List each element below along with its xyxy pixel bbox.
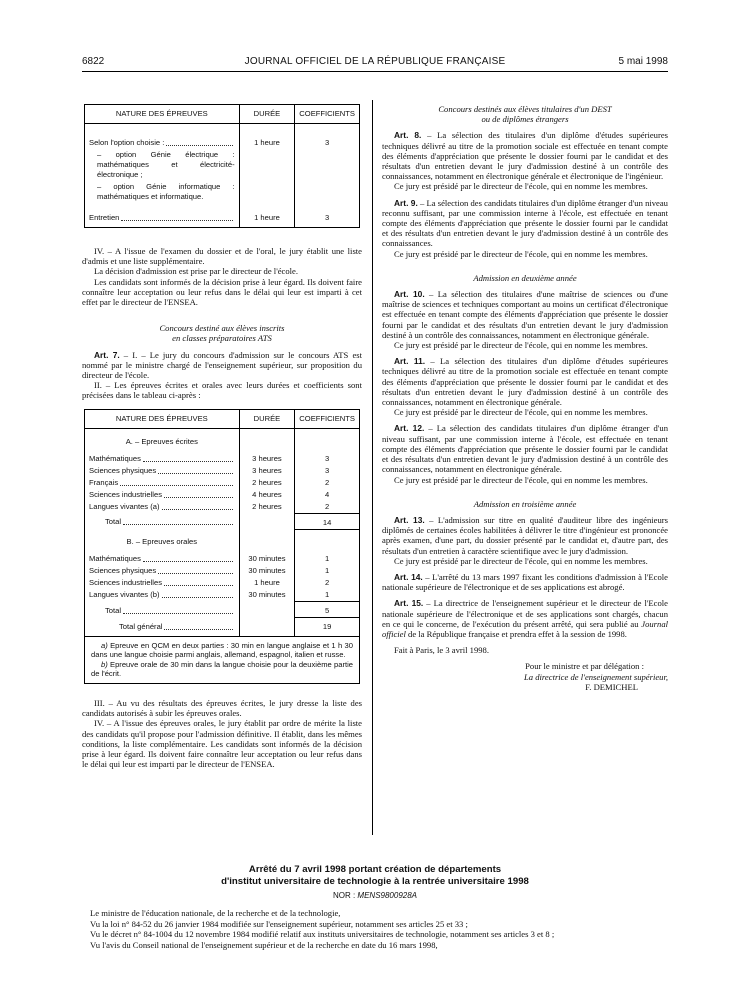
written-label: Français bbox=[89, 477, 119, 487]
table1-option-label: Selon l'option choisie : bbox=[89, 138, 165, 147]
article-13 bbox=[382, 515, 668, 556]
oral-label: Mathématiques bbox=[89, 554, 141, 564]
visa-decret: Vu le décret n° 84-1004 du 12 novembre 1984 modifié relatif aux instituts universitaires de technologie, notamment ses articles 3 et 8 ; bbox=[90, 929, 555, 940]
written-label: Sciences industrielles bbox=[89, 489, 163, 499]
table-row bbox=[85, 465, 360, 477]
article-12-text: – La sélection des candidats titulaires d'un diplôme étranger d'un niveau suffisant, par une commission interne à l'école, est effectuée en tenant compte des éléments d'appréciation que présente le dossier fourni par le candidat et des résultats d'un entretien devant le jury d'admission destiné à un contrôle des connaissances, notamment en électronique générale. bbox=[382, 423, 668, 475]
table2-header-duree: DURÉE bbox=[239, 409, 295, 428]
table-row bbox=[85, 489, 360, 501]
exam-table-2 bbox=[84, 409, 360, 637]
written-duration: 3 heures bbox=[239, 453, 295, 465]
table2-section-b: B. – Epreuves orales bbox=[85, 529, 240, 553]
table2-total-b-value: 5 bbox=[295, 602, 360, 618]
oral-label: Langues vivantes (b) bbox=[89, 590, 160, 600]
left-para-iii: III. – Au vu des résultats des épreuves écrites, le jury dresse la liste des candidats autorisés à subir les épreuves orales. bbox=[82, 698, 362, 719]
oral-duration: 30 minutes bbox=[239, 565, 295, 577]
ats-heading-2: en classes préparatoires ATS bbox=[172, 333, 272, 344]
oral-duration: 30 minutes bbox=[239, 553, 295, 565]
note-a-text: Epreuve en QCM en deux parties : 30 min en langue anglaise et 1 h 30 dans une langue choisie parmi anglais, allemand, espagnol, italien et russe. bbox=[91, 640, 353, 660]
article-13-label: Art. 13. bbox=[394, 514, 425, 525]
page-header bbox=[82, 56, 668, 70]
table1-entretien-duration: 1 heure bbox=[239, 203, 295, 228]
dest-heading-1: Concours destinés aux élèves titulaires d'un DEST bbox=[438, 104, 612, 114]
article-15-label: Art. 15. bbox=[394, 598, 424, 609]
table1-header-nature: NATURE DES ÉPREUVES bbox=[85, 105, 240, 124]
visa-loi: Vu la loi n° 84-52 du 26 janvier 1984 modifiée sur l'enseignement supérieur, notamment ses articles 25 et 33 ; bbox=[90, 918, 468, 929]
admission-2-heading: Admission en deuxième année bbox=[473, 272, 577, 283]
table2-section-a: A. – Epreuves écrites bbox=[85, 428, 240, 453]
written-label: Langues vivantes (a) bbox=[89, 501, 160, 511]
table1-header-duree: DURÉE bbox=[239, 105, 295, 124]
visa-ministre: Le ministre de l'éducation nationale, de la recherche et de la technologie, bbox=[90, 908, 341, 918]
arrete-title-line-2: d'institut universitaire de technologie à la rentrée universitaire 1998 bbox=[221, 875, 529, 887]
signature-line-2: La directrice de l'enseignement supérieur, bbox=[524, 671, 668, 682]
table2-total-b-label: Total bbox=[105, 605, 122, 615]
table1-sub-option-1: – option Génie électrique : mathématiques et électricité-électronique ; bbox=[85, 149, 240, 181]
table2-header-coef: COEFFICIENTS bbox=[295, 409, 360, 428]
article-11-text: – La sélection des titulaires d'un diplôme d'études supérieures techniques délivré au titre de la promotion sociale est effectuée en tenant compte des éléments d'appréciation que présente le dossier fourni par le candidat et des résultats d'un entretien devant le jury d'admission destiné à un contrôle des connaissances, notamment en électronique générale. bbox=[382, 356, 668, 408]
left-para-candidats: Les candidats sont informés de la décision prise à leur égard. Ils doivent faire connaître leur acceptation ou leur refus dans le délai qui leur est imparti à cet effet par le directeur de l'ENSEA. bbox=[82, 276, 362, 308]
nor-label: NOR : bbox=[332, 891, 358, 900]
arrete-title-line-1: Arrêté du 7 avril 1998 portant création de départements bbox=[248, 864, 502, 875]
article-15 bbox=[382, 598, 668, 639]
article-10 bbox=[382, 289, 668, 340]
written-label: Mathématiques bbox=[89, 453, 141, 463]
article-9-text: – La sélection des candidats titulaires d'un diplôme étranger d'un niveau reconnu suffisant, par une commission interne à l'école, est effectuée en tenant compte des éléments d'appréciation que présente le dossier fourni par le candidat et des résultats d'un entretien devant le jury d'admission destiné à un contrôle des connaissances. bbox=[382, 197, 668, 249]
written-coef: 2 bbox=[295, 477, 360, 489]
note-a-mark: a) bbox=[101, 640, 108, 650]
article-8 bbox=[382, 130, 668, 181]
article-9-label: Art. 9. bbox=[394, 197, 418, 208]
article-11-para-2: Ce jury est présidé par le directeur de l'école, qui en nomme les membres. bbox=[394, 407, 648, 418]
dest-heading-2: ou de diplômes étrangers bbox=[481, 114, 569, 125]
signature-name: F. DEMICHEL bbox=[585, 681, 638, 692]
article-14 bbox=[382, 572, 668, 592]
article-12-para-2: Ce jury est présidé par le directeur de l'école, qui en nomme les membres. bbox=[394, 474, 648, 485]
table-row bbox=[85, 565, 360, 577]
article-12-label: Art. 12. bbox=[394, 423, 425, 434]
article-7-para-2: II. – Les épreuves écrites et orales avec leurs durées et coefficients sont précisées dans le tableau ci-après : bbox=[82, 380, 362, 401]
table-row bbox=[85, 589, 360, 602]
article-7-label: Art. 7. bbox=[94, 349, 120, 360]
page-number: 6822 bbox=[82, 56, 105, 67]
article-13-para-2: Ce jury est présidé par le directeur de l'école, qui en nomme les membres. bbox=[394, 555, 648, 566]
issue-date: 5 mai 1998 bbox=[618, 56, 668, 67]
written-duration: 2 heures bbox=[239, 477, 295, 489]
article-13-text: – L'admission sur titre en qualité d'auditeur libre des ingénieurs diplômés de certaines écoles habilitées à délivrer le titre d'ingénieur est prononcée après examen, d'une part, du dossier présenté par le candidat et, d'autre part, des résultats d'un entretien à caractère scientifique avec le jury d'admission. bbox=[382, 514, 668, 556]
admission-3-heading: Admission en troisième année bbox=[473, 498, 577, 509]
signature-line-1: Pour le ministre et par délégation : bbox=[525, 661, 644, 672]
table2-grand-total-label: Total général bbox=[119, 621, 163, 631]
oral-coef: 1 bbox=[295, 553, 360, 565]
table-row bbox=[85, 477, 360, 489]
left-para-iv-2: IV. – A l'issue des épreuves orales, le jury établit par ordre de mérite la liste des candidats qu'il propose pour l'admission définitive. Il établit, dans les mêmes conditions, la liste complémentaire. Les candidats sont informés de la décision prise à leur égard. Ils doivent faire connaître leur acceptation ou leur refus dans le délai qui leur est imparti par le directeur de l'ENSEA. bbox=[82, 718, 362, 770]
arrete-visas bbox=[82, 908, 668, 950]
table-row bbox=[85, 453, 360, 465]
article-9 bbox=[382, 198, 668, 249]
journal-title: JOURNAL OFFICIEL DE LA RÉPUBLIQUE FRANÇAISE bbox=[244, 56, 506, 67]
article-7-text: – I. – Le jury du concours d'admission sur le concours ATS est nommé par le ministre chargé de l'enseignement supérieur, sur proposition du directeur de l'école. bbox=[82, 349, 362, 381]
fait-a-paris: Fait à Paris, le 3 avril 1998. bbox=[394, 645, 489, 656]
table-row bbox=[85, 553, 360, 565]
article-14-label: Art. 14. bbox=[394, 571, 423, 582]
written-coef: 2 bbox=[295, 501, 360, 514]
journal-officiel-ref: Journal officiel bbox=[382, 618, 668, 639]
oral-coef: 1 bbox=[295, 589, 360, 602]
visa-avis: Vu l'avis du Conseil national de l'enseignement supérieur et de la recherche en date du 16 mars 1998, bbox=[90, 939, 438, 950]
table1-header-coef: COEFFICIENTS bbox=[295, 105, 360, 124]
written-duration: 4 heures bbox=[239, 489, 295, 501]
written-coef: 3 bbox=[295, 453, 360, 465]
article-8-label: Art. 8. bbox=[394, 130, 422, 141]
table1-entretien-coef: 3 bbox=[295, 203, 360, 228]
table1-option-duration: 1 heure bbox=[239, 124, 295, 150]
table1-option-coef: 3 bbox=[295, 124, 360, 150]
exam-table-1 bbox=[84, 104, 360, 228]
ats-heading-1: Concours destiné aux élèves inscrits bbox=[159, 323, 285, 334]
written-label: Sciences physiques bbox=[89, 465, 157, 475]
arrete-title bbox=[82, 864, 668, 887]
oral-label: Sciences industrielles bbox=[89, 578, 163, 588]
article-11-label: Art. 11. bbox=[394, 356, 426, 367]
table2-notes bbox=[84, 637, 360, 684]
article-14-text: – L'arrêté du 13 mars 1997 fixant les conditions d'admission à l'Ecole nationale supérieure de l'électronique et de ses applications est abrogé. bbox=[382, 571, 668, 593]
note-b-text: Epreuve orale de 30 min dans la langue choisie pour la deuxième partie de l'écrit. bbox=[91, 659, 353, 679]
nor-reference bbox=[82, 891, 668, 900]
left-column bbox=[82, 104, 362, 769]
written-coef: 3 bbox=[295, 465, 360, 477]
header-rule bbox=[82, 71, 668, 72]
article-12 bbox=[382, 423, 668, 474]
article-8-para-2: Ce jury est présidé par le directeur de l'école, qui en nomme les membres. bbox=[394, 181, 648, 192]
nor-value: MENS9800928A bbox=[357, 891, 418, 900]
oral-duration: 1 heure bbox=[239, 577, 295, 589]
article-11 bbox=[382, 356, 668, 407]
article-15-text-1: – La directrice de l'enseignement supérieur et le directeur de l'Ecole nationale supérieure de l'électronique et de ses applications sont chargés, chacun en ce qui le concerne, de l'exécution du présent arrêté, qui sera publié au bbox=[382, 598, 668, 629]
left-para-decision: La décision d'admission est prise par le directeur de l'école. bbox=[94, 266, 299, 277]
article-9-para-2: Ce jury est présidé par le directeur de l'école, qui en nomme les membres. bbox=[394, 248, 648, 259]
oral-duration: 30 minutes bbox=[239, 589, 295, 602]
oral-coef: 2 bbox=[295, 577, 360, 589]
note-b-mark: b) bbox=[101, 659, 108, 669]
written-coef: 4 bbox=[295, 489, 360, 501]
table1-sub-option-2: – option Génie informatique : mathématiques et informatique. bbox=[85, 181, 240, 203]
article-15-text-2: de la République française et prendra effet à la session de 1998. bbox=[405, 628, 627, 639]
table1-entretien-label: Entretien bbox=[89, 213, 120, 222]
article-10-label: Art. 10. bbox=[394, 289, 425, 300]
table2-grand-total-value: 19 bbox=[295, 618, 360, 637]
table2-total-a-label: Total bbox=[105, 517, 122, 527]
table2-header-nature: NATURE DES ÉPREUVES bbox=[85, 409, 240, 428]
written-duration: 2 heures bbox=[239, 501, 295, 514]
article-10-para-2: Ce jury est présidé par le directeur de l'école, qui en nomme les membres. bbox=[394, 340, 648, 351]
written-duration: 3 heures bbox=[239, 465, 295, 477]
right-column bbox=[382, 104, 668, 692]
left-para-iv: IV. – A l'issue de l'examen du dossier et de l'oral, le jury établit une liste d'admis et une liste supplémentaire. bbox=[82, 246, 362, 267]
oral-label: Sciences physiques bbox=[89, 566, 157, 576]
oral-coef: 1 bbox=[295, 565, 360, 577]
column-divider bbox=[372, 100, 373, 835]
table-row bbox=[85, 501, 360, 514]
article-10-text: – La sélection des titulaires d'une maîtrise de sciences ou d'une maîtrise de sciences et techniques comportant au moins un certificat d'électronique est effectuée en tenant compte des éléments d'appréciation que présente le dossier fourni par le candidat et des résultats d'un entretien devant le jury d'admission destiné à un contrôle des connaissances, notamment en électronique générale. bbox=[382, 289, 668, 340]
table2-total-a-value: 14 bbox=[295, 513, 360, 529]
article-8-text: – La sélection des titulaires d'un diplôme d'études supérieures techniques délivré au titre de la promotion sociale est effectuée en tenant compte des éléments d'appréciation que présente le dossier fourni par le candidat et des résultats d'un entretien devant le jury d'admission destiné à un contrôle des connaissances, notamment en électronique générale et électronique de l'ingénieur. bbox=[382, 130, 668, 182]
article-7 bbox=[82, 350, 362, 381]
table-row bbox=[85, 577, 360, 589]
